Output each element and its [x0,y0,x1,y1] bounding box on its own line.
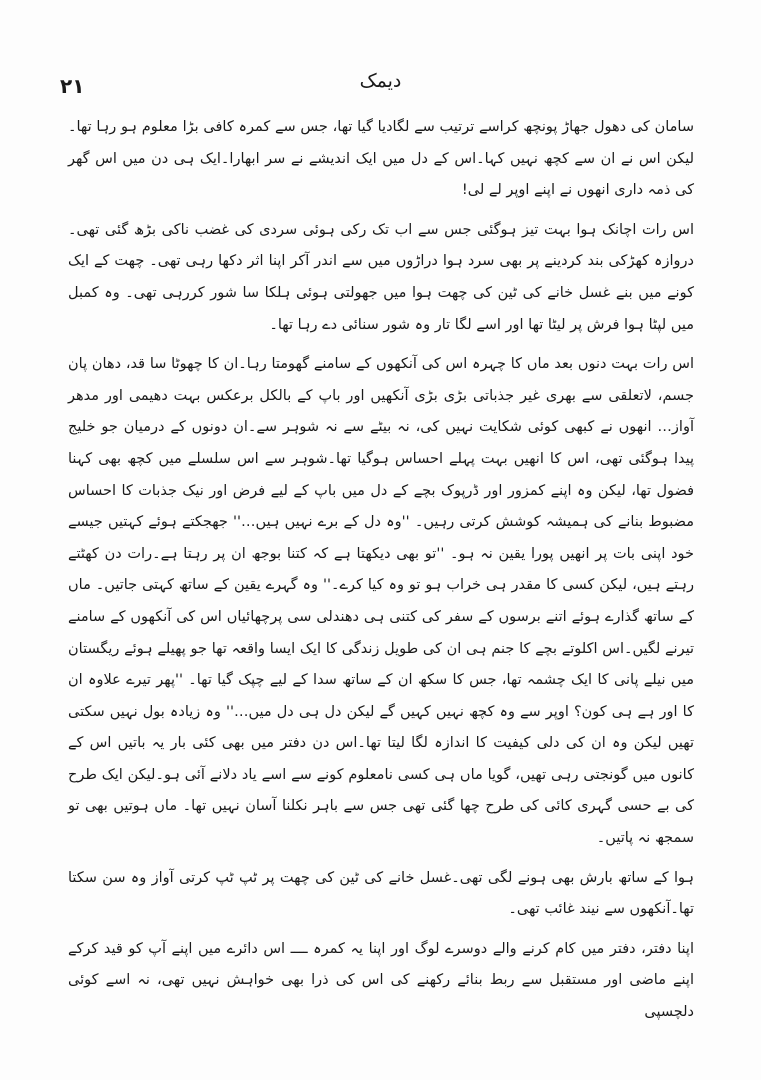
paragraph: اس رات بہت دنوں بعد ماں کا چہرہ اس کی آنکھوں کے سامنے گھومتا رہا۔ان کا چھوٹا سا قد، دھان پان جسم، لاتعلقی سے بھری غیر جذباتی بڑی بڑی آنکھیں اور باپ کے بالکل برعکس بہت دھیمی اور مدھر آواز… انھوں نے کبھی کوئی شکایت نہیں کی، نہ بیٹے سے نہ شوہر سے۔ان دونوں کے درمیان جو خلیج پیدا ہوگئی تھی، اس کا انھیں بہت پہلے احساس ہوگیا تھا۔شوہر سے اس سلسلے میں کچھ بھی کہنا فضول تھا، لیکن وہ اپنے کمزور اور ڈرپوک بچے کے دل میں باپ کے لیے فرض اور نیک جذبات کا احساس مضبوط بنانے کی ہمیشہ کوشش کرتی رہیں۔ ''وہ دل کے برے نہیں ہیں…'' جھجکتے ہوئے کہتیں جیسے خود اپنی بات پر انھیں پورا یقین نہ ہو۔ ''تو بھی دیکھتا ہے کہ کتنا بوجھ ان پر رہتا ہے۔رات دن کھٹتے رہتے ہیں، لیکن کسی کا مقدر ہی خراب ہو تو وہ کیا کرے۔'' وہ گہرے یقین کے ساتھ کہتی جاتیں۔ ماں کے ساتھ گذارے ہوئے اتنے برسوں کے سفر کی کتنی ہی دھندلی سی پرچھائیاں اس کی آنکھوں کے سامنے تیرنے لگیں۔اس اکلوتے بچے کا جنم ہی ان کی طویل زندگی کا ایک ایسا واقعہ تھا جو پھیلے ہوئے ریگستان میں نیلے پانی کا ایک چشمہ تھا، جس کا سکھ ان کے ساتھ سدا کے لیے چپک گیا تھا۔ ''پھر تیرے علاوہ ان کا اور ہے ہی کون؟ اوپر سے وہ کچھ نہیں کہیں گے لیکن دل ہی دل میں…'' وہ زیادہ بول نہیں سکتی تھیں لیکن وہ ان کی دلی کیفیت کا اندازہ لگا لیتا تھا۔اس دن دفتر میں بھی کئی بار یہ باتیں اس کے کانوں میں گونجتی رہی تھیں، گویا ماں ہی کسی نامعلوم کونے سے اسے یاد دلانے آئی ہو۔لیکن ایک طرح کی بے حسی گہری کائی کی طرح چھا گئی تھی جس سے باہر نکلنا آسان نہیں تھا۔ ماں ہوتیں بھی تو سمجھ نہ پاتیں۔ [68,356,694,847]
paragraph: سامان کی دھول جھاڑ پونچھ کراسے ترتیب سے لگادیا گیا تھا، جس سے کمرہ کافی بڑا معلوم ہو رہا تھا۔لیکن اس نے ان سے کچھ نہیں کہا۔اس کے دل میں ایک اندیشے نے سر ابھارا۔ایک ہی دن میں اس گھر کی ذمہ داری انھوں نے اپنے اوپر لے لی! [68,119,694,199]
paragraph: اس رات اچانک ہوا بہت تیز ہوگئی جس سے اب تک رکی ہوئی سردی کی غضب ناکی بڑھ گئی تھی۔ دروازہ کھڑکی بند کردینے پر بھی سرد ہوا دراڑوں میں سے اندر آکر اپنا اثر دکھا رہی تھی۔ چھت کے ایک کونے میں بنے غسل خانے کی ٹین کی چھت ہوا میں جھولتی ہوئی ہلکا سا شور کررہی تھی۔ وہ کمبل میں لپٹا ہوا فرش پر لیٹا تھا اور اسے لگا تار وہ شور سنائی دے رہا تھا۔ [68,221,694,333]
paragraph: اپنا دفتر، دفتر میں کام کرنے والے دوسرے لوگ اور اپنا یہ کمرہ ــــ اس دائرے میں اپنے آپ کو قید کرکے اپنے ماضی اور مستقبل سے ربط بنائے رکھنے کی اس کی ذرا بھی خواہش نہیں تھی، نہ اسے کوئی دلچسپی [68,940,694,1021]
paragraph: ہوا کے ساتھ بارش بھی ہونے لگی تھی۔غسل خانے کی ٹین کی چھت پر ٹپ ٹپ کرتی آواز وہ سن سکتا تھا۔آنکھوں سے نیند غائب تھی۔ [68,869,694,918]
page-header [60,70,701,110]
running-title: دیمک [359,70,402,92]
body-text [68,112,694,1037]
page-number: ۲۱ [60,74,85,98]
